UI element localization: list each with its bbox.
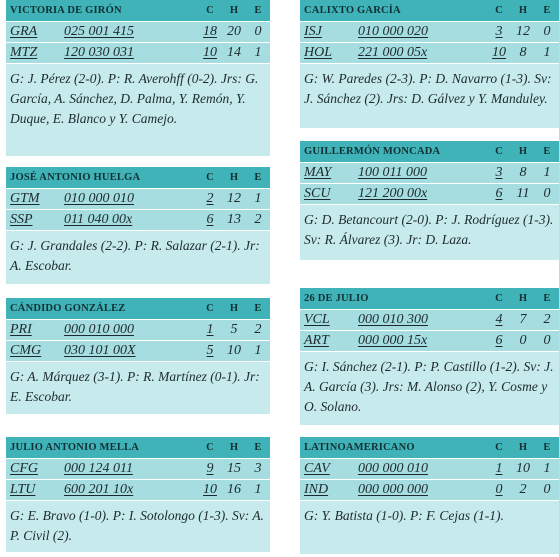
game-summary: G: W. Paredes (2-3). P: D. Navarro (1-3). Sv: J. Sánchez (2). Jrs: D. Gálvez y Y. Manduley.	[300, 63, 559, 113]
team-abbr: CFG	[10, 461, 38, 476]
hits: 12	[227, 191, 241, 206]
score-row	[6, 209, 270, 230]
header-c: C	[206, 172, 214, 183]
team-abbr: ART	[304, 333, 329, 348]
venue-name: VICTORIA DE GIRÓN	[10, 5, 122, 16]
innings-line: 010 000 020	[358, 24, 428, 39]
header-c: C	[495, 293, 503, 304]
hits: 5	[230, 322, 238, 337]
header-c: C	[495, 5, 503, 16]
innings-line: 100 011 000	[358, 165, 427, 180]
hits: 8	[519, 45, 527, 60]
runs: 6	[495, 333, 503, 348]
game-box-4	[300, 0, 559, 128]
game-header	[6, 437, 270, 458]
innings-line: 000 000 000	[358, 482, 428, 497]
score-row	[300, 458, 559, 479]
errors: 1	[254, 191, 262, 206]
game-header	[300, 141, 559, 162]
innings-line: 030 101 00X	[64, 343, 136, 358]
header-h: H	[518, 146, 528, 157]
innings-line: 120 030 031	[64, 45, 134, 60]
team-abbr: CAV	[304, 461, 330, 476]
runs: 3	[495, 165, 503, 180]
game-header	[300, 0, 559, 21]
game-box-5	[300, 141, 559, 260]
errors: 3	[254, 461, 262, 476]
score-row	[300, 479, 559, 500]
hits: 10	[516, 461, 530, 476]
hits: 11	[516, 186, 530, 201]
header-c: C	[495, 442, 503, 453]
errors: 0	[543, 482, 551, 497]
score-row	[6, 319, 270, 340]
score-row	[6, 479, 270, 500]
score-row	[300, 330, 559, 351]
runs: 3	[495, 24, 503, 39]
header-h: H	[518, 5, 528, 16]
team-abbr: HOL	[304, 45, 333, 60]
errors: 1	[254, 45, 262, 60]
game-box-3	[6, 437, 270, 552]
hits: 10	[227, 343, 241, 358]
team-abbr: MAY	[304, 165, 332, 180]
runs: 0	[495, 482, 503, 497]
innings-line: 000 000 010	[358, 461, 428, 476]
innings-line: 221 000 05x	[358, 45, 428, 60]
game-summary: G: D. Betancourt (2-0). P: J. Rodríguez (1-3). Sv: R. Álvarez (3). Jr: D. Laza.	[300, 204, 559, 254]
venue-name: CALIXTO GARCÍA	[304, 5, 401, 16]
errors: 0	[254, 24, 262, 39]
header-c: C	[206, 303, 214, 314]
hits: 20	[227, 24, 241, 39]
header-e: E	[543, 293, 551, 304]
game-summary: G: A. Márquez (3-1). P: R. Martínez (0-1). Jr: E. Escobar.	[6, 361, 270, 411]
score-row	[6, 340, 270, 361]
venue-name: GUILLERMÓN MONCADA	[304, 146, 441, 157]
runs: 6	[495, 186, 503, 201]
runs: 10	[203, 482, 217, 497]
header-e: E	[254, 442, 262, 453]
runs: 2	[206, 191, 214, 206]
game-summary: G: Y. Batista (1-0). P: F. Cejas (1-1).	[300, 500, 559, 530]
score-row	[6, 458, 270, 479]
game-box-7	[300, 437, 559, 554]
errors: 1	[543, 461, 551, 476]
game-summary: G: I. Sánchez (2-1). P: P. Castillo (1-2). Sv: J. A. García (3). Jrs: M. Alonso (2), Y. Cosme y O. Solano.	[300, 351, 559, 421]
venue-name: JULIO ANTONIO MELLA	[10, 442, 140, 453]
team-abbr: IND	[304, 482, 329, 497]
game-summary: G: J. Grandales (2-2). P: R. Salazar (2-1). Jr: A. Escobar.	[6, 230, 270, 280]
header-h: H	[229, 442, 239, 453]
innings-line: 000 000 15x	[358, 333, 428, 348]
innings-line: 000 010 300	[358, 312, 428, 327]
venue-name: CÁNDIDO GONZÁLEZ	[10, 303, 126, 314]
venue-name: 26 DE JULIO	[304, 293, 369, 304]
header-e: E	[254, 172, 262, 183]
team-abbr: GTM	[10, 191, 40, 206]
score-row	[300, 183, 559, 204]
game-header	[6, 0, 270, 21]
game-box-6	[300, 288, 559, 425]
runs: 5	[206, 343, 214, 358]
hits: 16	[227, 482, 241, 497]
header-c: C	[206, 5, 214, 16]
errors: 1	[254, 482, 262, 497]
errors: 2	[543, 312, 551, 327]
game-header	[6, 167, 270, 188]
header-c: C	[206, 442, 214, 453]
innings-line: 600 201 10x	[64, 482, 134, 497]
header-c: C	[495, 146, 503, 157]
header-h: H	[229, 172, 239, 183]
header-e: E	[543, 442, 551, 453]
game-summary: G: J. Pérez (2-0). P: R. Averohff (0-2). Jrs: G. García, A. Sánchez, D. Palma, Y. Remón, Y. Duque, E. Blanco y Y. Camejo.	[6, 63, 270, 133]
team-abbr: SSP	[10, 212, 33, 227]
game-summary: G: E. Bravo (1-0). P: I. Sotolongo (1-3). Sv: A. P. Civil (2).	[6, 500, 270, 550]
game-box-2	[6, 298, 270, 414]
header-e: E	[543, 5, 551, 16]
errors: 0	[543, 186, 551, 201]
score-row	[6, 21, 270, 42]
errors: 0	[543, 333, 551, 348]
team-abbr: LTU	[10, 482, 36, 497]
runs: 10	[492, 45, 506, 60]
header-h: H	[229, 5, 239, 16]
team-abbr: ISJ	[304, 24, 322, 39]
game-box-1	[6, 167, 270, 284]
header-e: E	[254, 303, 262, 314]
game-header	[6, 298, 270, 319]
header-e: E	[254, 5, 262, 16]
hits: 14	[227, 45, 241, 60]
venue-name: JOSÉ ANTONIO HUELGA	[10, 172, 141, 183]
team-abbr: PRI	[10, 322, 32, 337]
header-h: H	[518, 442, 528, 453]
errors: 1	[254, 343, 262, 358]
score-row	[300, 21, 559, 42]
innings-line: 011 040 00x	[64, 212, 133, 227]
hits: 8	[519, 165, 527, 180]
game-header	[300, 288, 559, 309]
hits: 13	[227, 212, 241, 227]
score-row	[6, 42, 270, 63]
hits: 7	[519, 312, 527, 327]
score-row	[300, 42, 559, 63]
team-abbr: MTZ	[10, 45, 38, 60]
errors: 1	[543, 165, 551, 180]
team-abbr: CMG	[10, 343, 42, 358]
hits: 15	[227, 461, 241, 476]
game-box-0	[6, 0, 270, 156]
hits: 12	[516, 24, 530, 39]
team-abbr: SCU	[304, 186, 331, 201]
hits: 2	[519, 482, 527, 497]
team-abbr: VCL	[304, 312, 330, 327]
runs: 4	[495, 312, 503, 327]
score-row	[300, 309, 559, 330]
header-h: H	[518, 293, 528, 304]
header-e: E	[543, 146, 551, 157]
score-row	[6, 188, 270, 209]
errors: 0	[543, 24, 551, 39]
team-abbr: GRA	[10, 24, 38, 39]
game-header	[300, 437, 559, 458]
innings-line: 000 010 000	[64, 322, 134, 337]
innings-line: 025 001 415	[64, 24, 134, 39]
header-h: H	[229, 303, 239, 314]
errors: 1	[543, 45, 551, 60]
runs: 18	[203, 24, 217, 39]
hits: 0	[519, 333, 527, 348]
runs: 1	[495, 461, 503, 476]
score-row	[300, 162, 559, 183]
runs: 1	[206, 322, 214, 337]
innings-line: 121 200 00x	[358, 186, 428, 201]
errors: 2	[254, 322, 262, 337]
runs: 9	[206, 461, 214, 476]
innings-line: 010 000 010	[64, 191, 134, 206]
runs: 6	[206, 212, 214, 227]
runs: 10	[203, 45, 217, 60]
errors: 2	[254, 212, 262, 227]
innings-line: 000 124 011	[64, 461, 133, 476]
venue-name: LATINOAMERICANO	[304, 442, 415, 453]
